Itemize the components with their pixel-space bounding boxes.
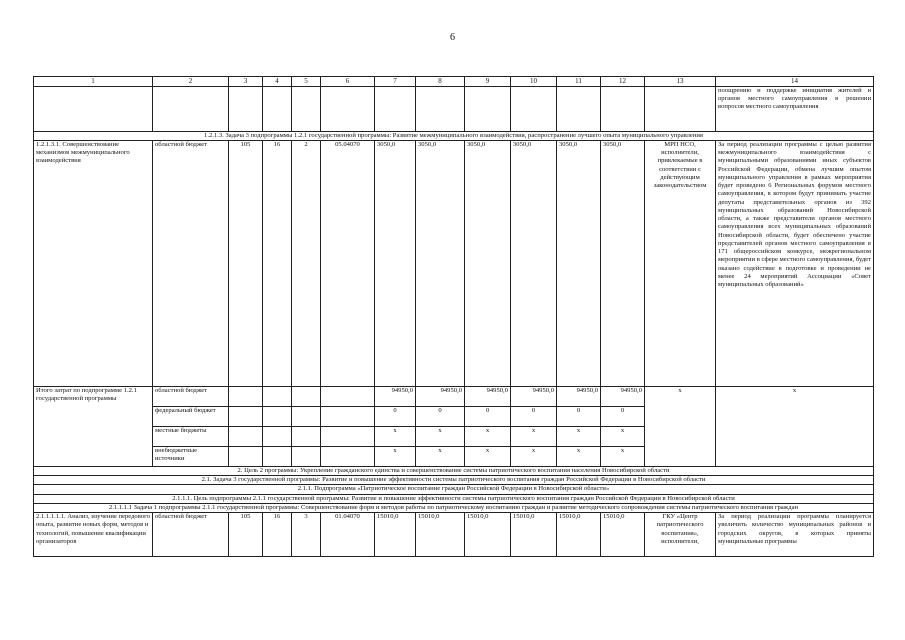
- code-cell: 16: [263, 140, 292, 386]
- code-cell: 2: [292, 140, 321, 386]
- executor-cell: МРП НСО, исполнители, привлекаемые в соответствии с действующим законодательством: [645, 140, 716, 386]
- section-row: [34, 485, 874, 494]
- amount-cell: 0: [416, 406, 465, 426]
- amount-cell: 94950,0: [601, 386, 645, 406]
- header-row: [34, 77, 874, 87]
- code-cell: 105: [229, 140, 263, 386]
- amount-cell: x: [375, 446, 416, 466]
- amount-cell: x: [557, 446, 601, 466]
- header-cell: 3: [229, 77, 263, 87]
- table-row-continuation: [34, 86, 874, 131]
- header-cell: 1: [34, 77, 153, 87]
- totals-label: Итого затрат по подпрограмме 1.2.1 государственной программы: [34, 386, 153, 466]
- amount-cell: x: [416, 426, 465, 446]
- code-cell: 01.04070: [321, 513, 375, 557]
- header-cell: 13: [645, 77, 716, 87]
- budget-source-cell: внебюджетные источники: [153, 446, 229, 466]
- amount-cell: 3050,0: [511, 140, 557, 386]
- section-title: 2. Цель 2 программы: Укрепление гражданского единства и совершенствование системы патриотического воспитания населения Новосибирской области: [34, 466, 874, 475]
- section-row: [34, 476, 874, 485]
- measure-name-cell: 1.2.1.3.1. Совершенствование механизмов межмуниципального взаимодействия: [34, 140, 153, 386]
- header-cell: 2: [153, 77, 229, 87]
- amount-cell: x: [601, 426, 645, 446]
- section-row: [34, 503, 874, 512]
- amount-cell: x: [601, 446, 645, 466]
- amount-cell: 94950,0: [557, 386, 601, 406]
- section-row: [34, 494, 874, 503]
- table-row: [34, 513, 874, 557]
- header-cell: 12: [601, 77, 645, 87]
- amount-cell: x: [465, 426, 511, 446]
- section-row: [34, 466, 874, 475]
- amount-cell: 94950,0: [375, 386, 416, 406]
- amount-cell: 15010,0: [375, 513, 416, 557]
- code-cell: 05.04070: [321, 140, 375, 386]
- table-row: [34, 140, 874, 386]
- amount-cell: 3050,0: [465, 140, 511, 386]
- amount-cell: 3050,0: [416, 140, 465, 386]
- amount-cell: 15010,0: [557, 513, 601, 557]
- page-number: 6: [450, 32, 455, 43]
- amount-cell: 3050,0: [375, 140, 416, 386]
- amount-cell: x: [511, 446, 557, 466]
- amount-cell: x: [511, 426, 557, 446]
- amount-cell: 94950,0: [511, 386, 557, 406]
- amount-cell: 94950,0: [416, 386, 465, 406]
- measure-name-cell: 2.1.1.1.1.1. Анализ, изучение передового опыта, развитие новых форм, методов и технологий, повышение квалификации организаторов: [34, 513, 153, 557]
- header-cell: 7: [375, 77, 416, 87]
- totals-row: [34, 386, 874, 406]
- amount-cell: 15010,0: [416, 513, 465, 557]
- executor-cell: x: [645, 386, 716, 466]
- executor-cell: ГКУ «Центр патриотического воспитания», исполнители,: [645, 513, 716, 557]
- amount-cell: 0: [557, 406, 601, 426]
- result-cell: За период реализации программы с целью развития межмуниципального взаимодействия с муниципальными образованиями иных субъектов Российской Федерации, обмена лучшим опытом муниципального управления в рамках мероприятия будет проведено 6 Региональных форумов местного самоуправления, в котором будут принимать участие депутаты представительных органов из 392 муниципальных образований Новосибирской области, а также представители органов местного самоуправления всех муниципальных образований Новосибирской области, будет обеспечено участие представителей органов местного самоуправления в 171 общероссийском конкурсе, межрегиональном мероприятии в сфере местного самоуправления, будет оказано содействие в подготовке и проведении не менее 24 мероприятий Ассоциации «Совет муниципальных образований»: [716, 140, 874, 386]
- amount-cell: x: [465, 446, 511, 466]
- amount-cell: 0: [465, 406, 511, 426]
- header-cell: 4: [263, 77, 292, 87]
- amount-cell: x: [416, 446, 465, 466]
- code-cell: 105: [229, 513, 263, 557]
- amount-cell: x: [375, 426, 416, 446]
- amount-cell: 0: [511, 406, 557, 426]
- header-cell: 14: [716, 77, 874, 87]
- amount-cell: 94950,0: [465, 386, 511, 406]
- header-cell: 9: [465, 77, 511, 87]
- section-title: 2.1.1. Подпрограмма «Патриотическое воспитание граждан Российской Федерации в Новосибирской области»: [34, 485, 874, 494]
- amount-cell: 15010,0: [511, 513, 557, 557]
- amount-cell: 0: [601, 406, 645, 426]
- header-cell: 10: [511, 77, 557, 87]
- amount-cell: 15010,0: [465, 513, 511, 557]
- budget-source-cell: федеральный бюджет: [153, 406, 229, 426]
- code-cell: 3: [292, 513, 321, 557]
- amount-cell: 0: [375, 406, 416, 426]
- header-cell: 11: [557, 77, 601, 87]
- program-table: [33, 76, 874, 557]
- section-title: 2.1.1.1. Цель подпрограммы 2.1.1 государственной программы: Развитие и повышение эффективности системы патриотического воспитания граждан Российской Федерации в Новосибирской области: [34, 494, 874, 503]
- budget-source-cell: областной бюджет: [153, 386, 229, 406]
- budget-source-cell: местные бюджеты: [153, 426, 229, 446]
- code-cell: 16: [263, 513, 292, 557]
- budget-source-cell: областной бюджет: [153, 513, 229, 557]
- amount-cell: x: [557, 426, 601, 446]
- section-title: 2.1. Задача 3 государственной программы: Развитие и повышение эффективности системы патриотического воспитания граждан Российской Федерации в Новосибирской области: [34, 476, 874, 485]
- amount-cell: 3050,0: [557, 140, 601, 386]
- header-cell: 6: [321, 77, 375, 87]
- section-row: [34, 131, 874, 140]
- amount-cell: 3050,0: [601, 140, 645, 386]
- result-cell: x: [716, 386, 874, 466]
- budget-source-cell: областной бюджет: [153, 140, 229, 386]
- amount-cell: 15010,0: [601, 513, 645, 557]
- header-cell: 5: [292, 77, 321, 87]
- section-title: 1.2.1.3. Задача 3 подпрограммы 1.2.1 государственной программы: Развитие межмуниципального взаимодействия, распространение лучшего опыта муниципального управления: [34, 131, 874, 140]
- result-cell: За период реализации программы планируется увеличить количество муниципальных районов и городских округов, в которых приняты муниципальные программы: [716, 513, 874, 557]
- header-cell: 8: [416, 77, 465, 87]
- section-title: 2.1.1.1.1 Задача 1 подпрограммы 2.1.1 государственной программы: Совершенствование форм и методов работы по патриотическому воспитанию граждан и развитие методического сопровождения системы патриотического воспитания граждан: [34, 503, 874, 512]
- result-cell: поощрению и поддержке инициатив жителей и органов местного самоуправления в решении вопросов местного самоуправления: [716, 86, 874, 131]
